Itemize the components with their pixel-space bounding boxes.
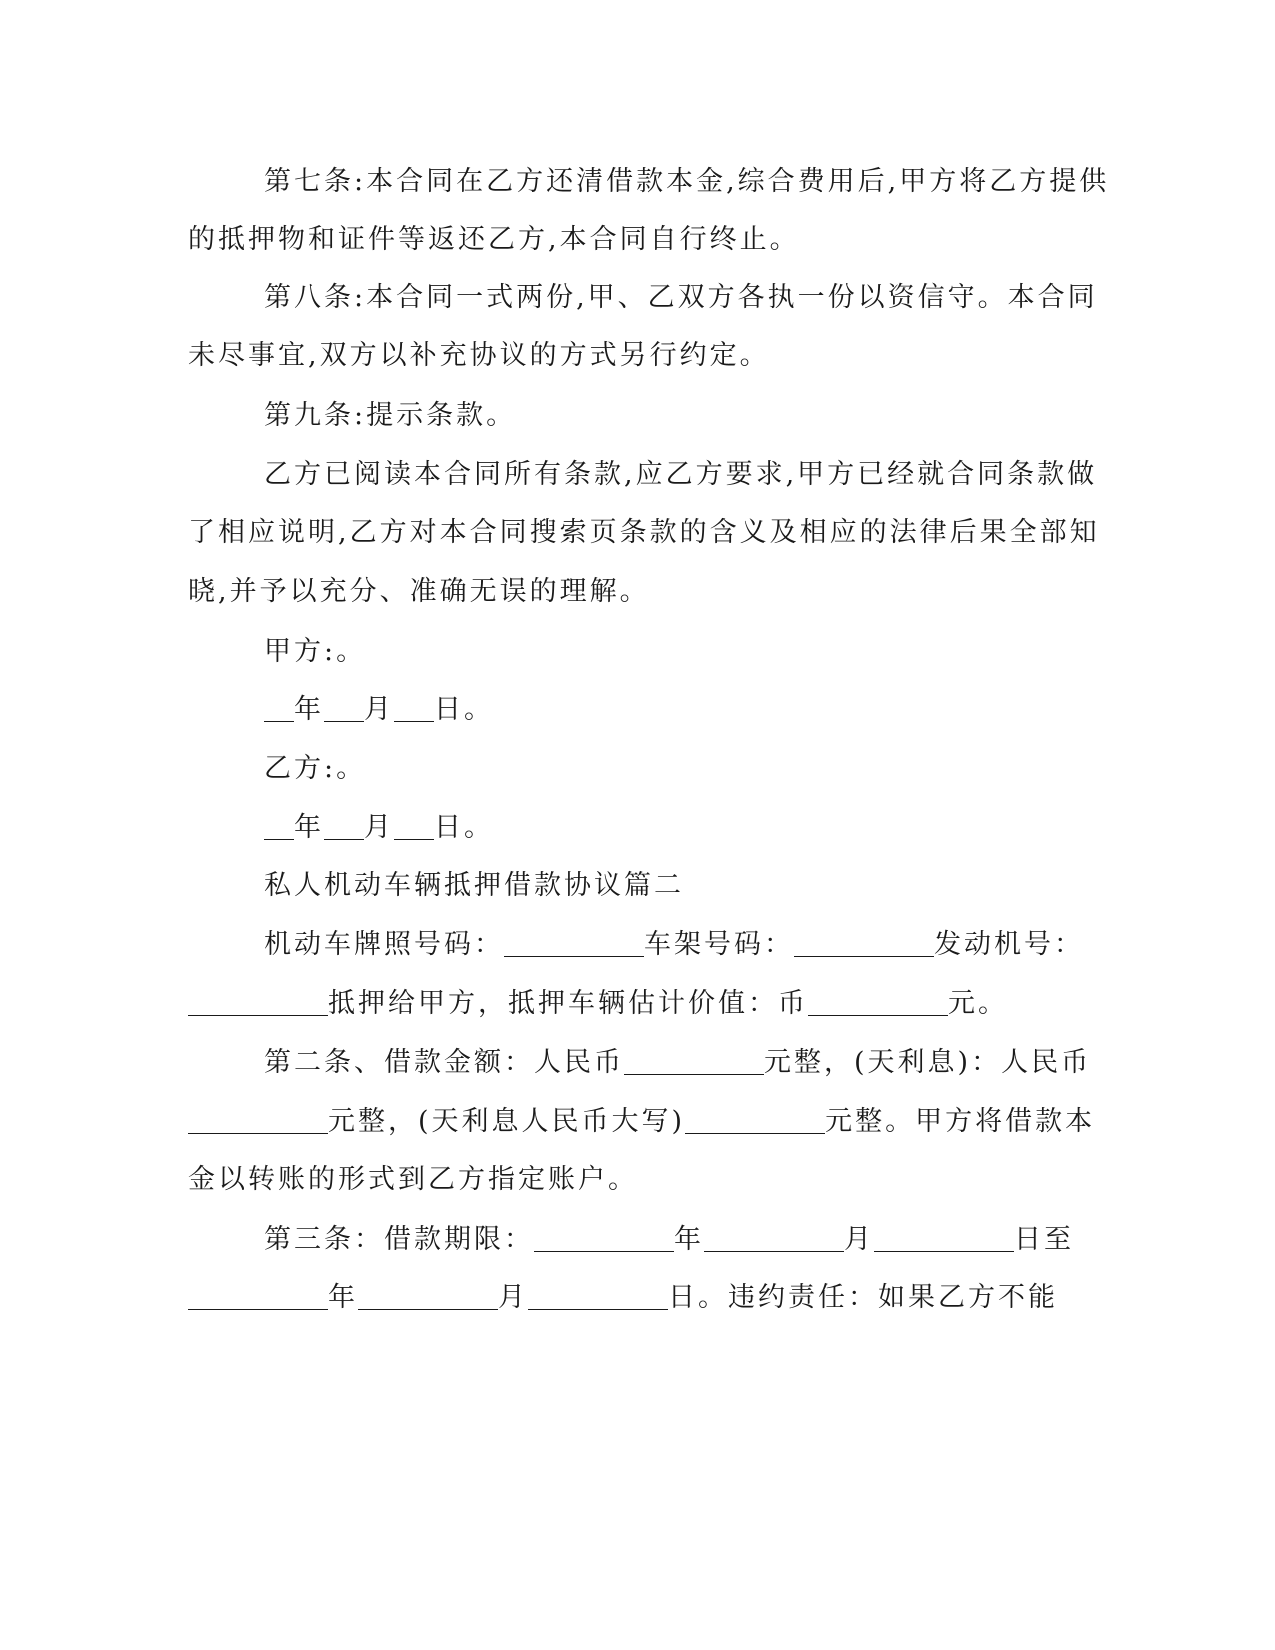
yuan-whole-transfer-label: 元整。甲方将借款本 — [825, 1106, 1096, 1137]
article-8-line-1: 第八条:本合同一式两份,甲、乙双方各执一份以资信守。本合同 — [264, 282, 1098, 313]
day-blank — [394, 811, 434, 840]
month-label: 月 — [498, 1282, 528, 1313]
loan-amount-label: 第二条、借款金额：人民币 — [264, 1047, 624, 1078]
article-9-line-1: 乙方已阅读本合同所有条款,应乙方要求,甲方已经就合同条款做 — [264, 459, 1098, 490]
article-3-line-2 — [188, 1278, 1088, 1318]
frame-blank — [794, 928, 934, 957]
year-blank — [264, 693, 294, 722]
month-label: 月 — [364, 812, 394, 843]
year-label: 年 — [674, 1224, 704, 1255]
engine-label: 发动机号： — [934, 929, 1084, 960]
article-9-line-3: 晓,并予以充分、准确无误的理解。 — [188, 576, 650, 607]
start-year-blank — [534, 1223, 674, 1252]
amount-blank — [624, 1046, 764, 1075]
start-month-blank — [704, 1223, 844, 1252]
pledge-text: 抵押给甲方，抵押车辆估计价值：币 — [328, 988, 808, 1019]
year-label: 年 — [294, 694, 324, 725]
interest-caps-label: (天利息人民币大写) — [418, 1106, 686, 1137]
yuan-whole-label: 元整， — [764, 1047, 854, 1078]
end-year-blank — [188, 1281, 328, 1310]
section-2-heading: 私人机动车辆抵押借款协议篇二 — [264, 870, 684, 901]
day-label: 日。 — [434, 812, 494, 843]
article-2-line-3: 金以转账的形式到乙方指定账户。 — [188, 1164, 638, 1195]
article-7-line-2: 的抵押物和证件等返还乙方,本合同自行终止。 — [188, 224, 800, 255]
month-label: 月 — [844, 1224, 874, 1255]
vehicle-line-2 — [188, 984, 1088, 1024]
article-7-line-1: 第七条:本合同在乙方还清借款本金,综合费用后,甲方将乙方提供 — [264, 166, 1110, 197]
start-day-blank — [874, 1223, 1014, 1252]
day-blank — [394, 693, 434, 722]
engine-blank — [188, 987, 328, 1016]
article-2-line-1 — [264, 1043, 1094, 1083]
end-day-blank — [528, 1281, 668, 1310]
interest-caps-blank — [685, 1105, 825, 1134]
month-blank — [324, 693, 364, 722]
plate-blank — [504, 928, 644, 957]
year-label: 年 — [294, 812, 324, 843]
day-to-label: 日至 — [1014, 1224, 1074, 1255]
plate-label: 机动车牌照号码： — [264, 929, 504, 960]
year-label: 年 — [328, 1282, 358, 1313]
interest-blank — [188, 1105, 328, 1134]
year-blank — [264, 811, 294, 840]
yuan-label: 元。 — [948, 988, 1008, 1019]
article-2-line-2 — [188, 1102, 1096, 1142]
party-a-date — [264, 690, 1094, 730]
interest-label: (天利息)：人民币 — [854, 1047, 1092, 1078]
day-label: 日。 — [434, 694, 494, 725]
article-9-line-2: 了相应说明,乙方对本合同搜索页条款的含义及相应的法律后果全部知 — [188, 517, 1100, 548]
article-8-line-2: 未尽事宜,双方以补充协议的方式另行约定。 — [188, 340, 770, 371]
end-month-blank — [358, 1281, 498, 1310]
article-9-title: 第九条:提示条款。 — [264, 400, 517, 431]
frame-label: 车架号码： — [644, 929, 794, 960]
month-blank — [324, 811, 364, 840]
default-liability-text: 日。违约责任：如果乙方不能 — [668, 1282, 1058, 1313]
party-b-date — [264, 808, 1094, 848]
yuan-whole-label: 元整， — [328, 1106, 418, 1137]
loan-term-label: 第三条：借款期限： — [264, 1224, 534, 1255]
party-b-label: 乙方:。 — [264, 753, 367, 784]
vehicle-line-1 — [264, 925, 1094, 965]
party-a-label: 甲方:。 — [264, 636, 367, 667]
value-blank — [808, 987, 948, 1016]
month-label: 月 — [364, 694, 394, 725]
article-3-line-1 — [264, 1220, 1094, 1260]
